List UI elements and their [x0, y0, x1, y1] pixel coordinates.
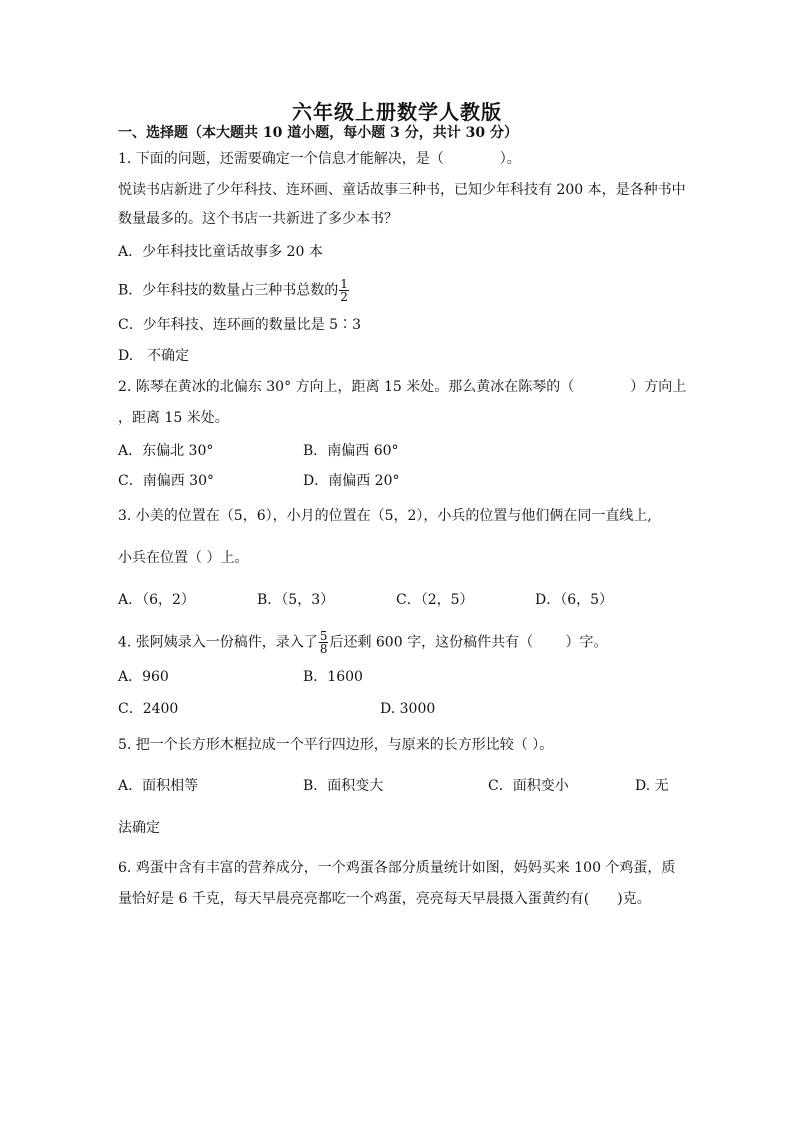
q3-option-a: A．（6，2）	[118, 592, 195, 608]
q3-option-b: B．（5，3）	[257, 592, 335, 608]
q2-option-b: B．南偏西 60°	[303, 443, 399, 459]
q3-option-c: C．（2，5）	[396, 592, 474, 608]
q1-option-b	[118, 278, 350, 303]
q4-stem	[118, 630, 608, 655]
q2-option-d: D．南偏西 20°	[303, 473, 400, 489]
q1-context-line1: 悦读书店新进了少年科技、连环画、童话故事三种书，已知少年科技有 200 本，是各种书中	[118, 182, 686, 198]
q1-option-a: A．少年科技比童话故事多 20 本	[118, 244, 323, 260]
q4-stem-post: 后还剩 600 字，这份稿件共有（ ）字。	[329, 634, 608, 651]
q2-option-a: A．东偏北 30°	[118, 443, 214, 459]
q3-stem-line1: 3. 小美的位置在（5，6），小月的位置在（5，2），小兵的位置与他们俩在同一直线上,	[118, 508, 652, 524]
q2-stem-line2: ，距离 15 米处。	[118, 410, 229, 426]
fraction-numerator: 1	[340, 277, 348, 291]
q4-fraction	[319, 630, 329, 655]
q4-option-a: A．960	[118, 669, 169, 685]
q4-option-c: C．2400	[118, 701, 179, 717]
q2-option-c: C．南偏西 30°	[118, 473, 214, 489]
q1-option-b-text: B．少年科技的数量占三种书总数的	[118, 282, 339, 299]
q5-option-b: B．面积变大	[303, 778, 384, 794]
section-heading: 一、选择题（本大题共 10 道小题，每小题 3 分，共计 30 分）	[118, 125, 518, 141]
page-title: 六年级上册数学人教版	[292, 100, 502, 124]
q5-option-d-line2: 法确定	[118, 820, 160, 836]
q3-option-d: D．（6，5）	[535, 592, 614, 608]
fraction-numerator: 5	[319, 629, 328, 643]
fraction-denominator: 8	[319, 642, 328, 656]
q4-option-d: D. 3000	[380, 701, 436, 717]
q1-stem: 1. 下面的问题，还需要确定一个信息才能解决，是（ ）。	[118, 151, 521, 167]
q5-option-a: A．面积相等	[118, 778, 199, 794]
q5-option-c: C．面积变小	[488, 778, 569, 794]
fraction-denominator: 2	[340, 290, 348, 304]
q1-option-d: D. 不确定	[118, 348, 190, 364]
q4-option-b: B．1600	[303, 669, 363, 685]
q1-context-line2: 数量最多的。这个书店一共新进了多少本书？	[118, 211, 398, 227]
q6-stem-line2: 量恰好是 6 千克，每天早晨亮亮都吃一个鸡蛋，亮亮每天早晨摄入蛋黄约有( )克。	[118, 891, 651, 907]
q5-stem: 5. 把一个长方形木框拉成一个平行四边形，与原来的长方形比较（ ）。	[118, 737, 554, 753]
q1-option-b-fraction	[339, 278, 349, 303]
q2-stem-line1: 2. 陈琴在黄冰的北偏东 30° 方向上，距离 15 米处。那么黄冰在陈琴的（ ）方向上	[118, 379, 687, 395]
q1-option-c: C．少年科技、连环画的数量比是 5∶3	[118, 317, 361, 333]
q6-stem-line1: 6. 鸡蛋中含有丰富的营养成分，一个鸡蛋各部分质量统计如图，妈妈买来 100 个鸡蛋，质	[118, 860, 676, 876]
q5-option-d-line1: D. 无	[635, 778, 669, 794]
q3-stem-line2: 小兵在位置（ ）上。	[118, 550, 249, 566]
q4-stem-pre: 4. 张阿姨录入一份稿件，录入了	[118, 634, 318, 651]
